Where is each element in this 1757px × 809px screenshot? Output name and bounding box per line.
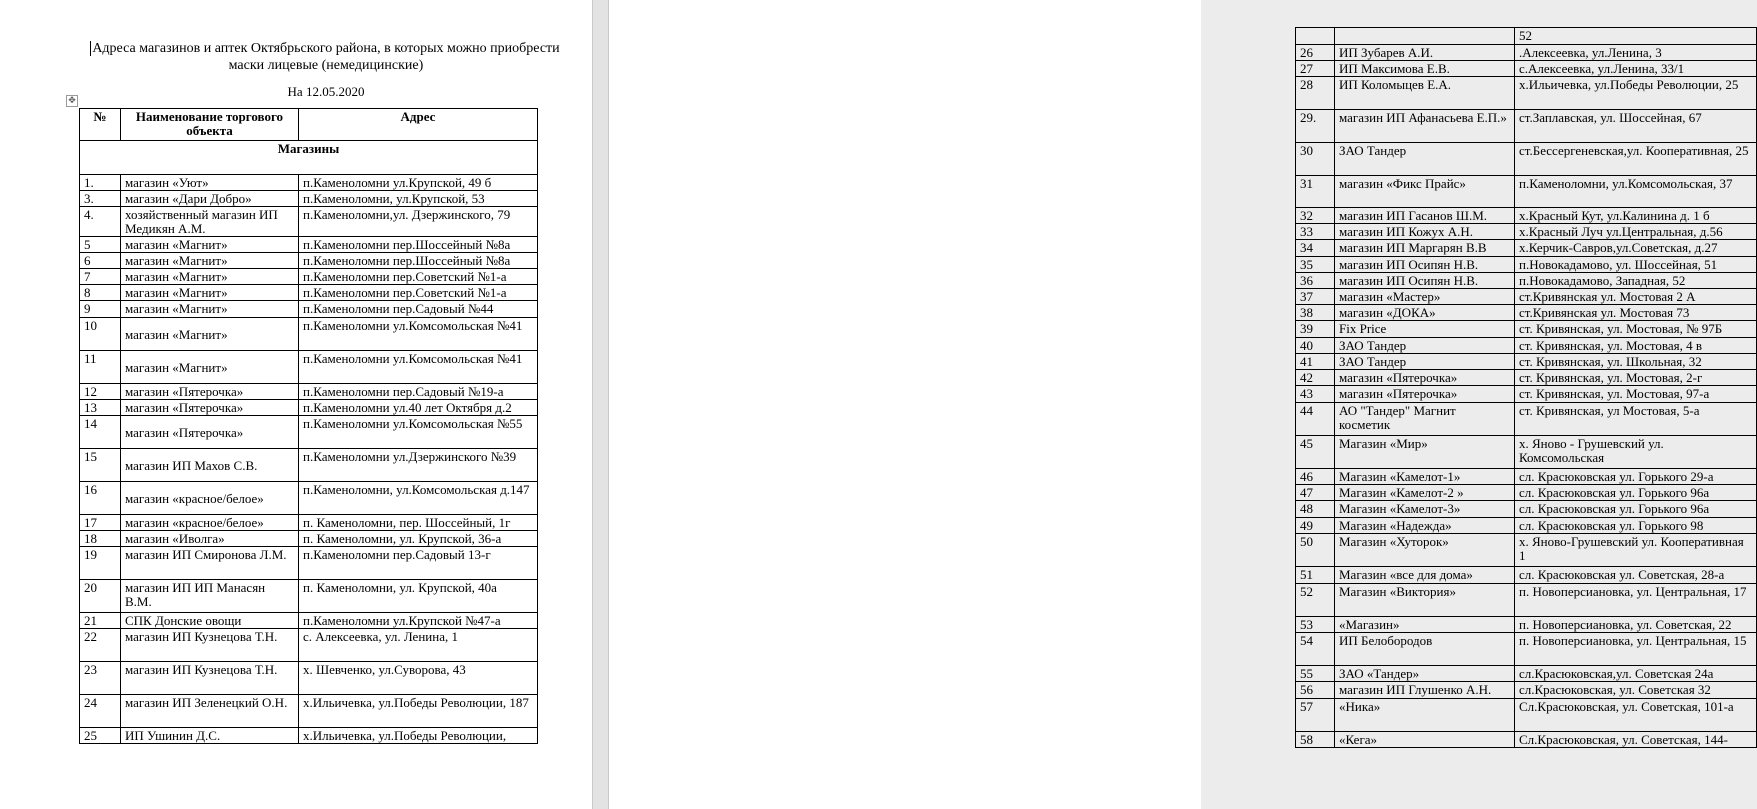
document-date: На 12.05.2020 <box>287 84 365 99</box>
cell-num: 32 <box>1296 208 1335 224</box>
table-row <box>80 237 538 253</box>
table-row <box>1296 61 1757 77</box>
table-move-handle-icon[interactable]: ✥ <box>66 95 78 107</box>
table-row <box>1296 436 1757 469</box>
cell-num: 47 <box>1296 485 1335 501</box>
cell-name: магазин ИП Афанасьева Е.П.» <box>1335 110 1515 143</box>
cell-address: х.Ильичевка, ул.Победы Революции, 25 <box>1515 77 1757 110</box>
table-row <box>80 253 538 269</box>
cell-address: п. Каменоломни, пер. Шоссейный, 1г <box>299 515 538 531</box>
cell-name: Магазин «Камелот-2 » <box>1335 485 1515 501</box>
cell-num: 57 <box>1296 699 1335 732</box>
cell-name: ИП Ушинин Д.С. <box>121 728 299 744</box>
table-row <box>1296 370 1757 386</box>
cell-name: Магазин «Хуторок» <box>1335 534 1515 567</box>
cell-name: магазин «Пятерочка» <box>1335 370 1515 386</box>
cell-num: 55 <box>1296 666 1335 682</box>
cell-name: магазин ИП Осипян Н.В. <box>1335 257 1515 273</box>
cell-name: «Кега» <box>1335 732 1515 748</box>
cell-num: 1. <box>80 175 121 191</box>
table-row <box>1296 305 1757 321</box>
table-row <box>1296 208 1757 224</box>
table-row <box>80 416 538 449</box>
cell-address: ст. Кривянская, ул. Мостовая, 97-а <box>1515 386 1757 403</box>
table-row <box>1296 666 1757 682</box>
table-row <box>1296 338 1757 354</box>
cell-name: магазин «Магнит» <box>121 301 299 318</box>
cell-name: магазин ИП Маргарян В.В <box>1335 240 1515 257</box>
cell-address: п.Каменоломни пер.Советский №1-а <box>299 269 538 285</box>
cell-name: Магазин «Надежда» <box>1335 518 1515 534</box>
cell-num: 25 <box>80 728 121 744</box>
table-row <box>80 351 538 384</box>
cell-name: магазин «Магнит» <box>121 351 299 384</box>
cell-num: 42 <box>1296 370 1335 386</box>
cell-address: х. Яново - Грушевский ул. Комсомольская <box>1515 436 1757 469</box>
cell-num: 17 <box>80 515 121 531</box>
table-row <box>1296 240 1757 257</box>
cell-name: магазин «Магнит» <box>121 318 299 351</box>
cell-name: магазин ИП Кожух А.Н. <box>1335 224 1515 240</box>
table-row <box>80 207 538 237</box>
cell-name: «Магазин» <box>1335 617 1515 633</box>
cell-num: 56 <box>1296 682 1335 699</box>
cell-num: 58 <box>1296 732 1335 748</box>
table-row <box>1296 77 1757 110</box>
stores-table-right <box>1295 27 1757 748</box>
document-title: Адреса магазинов и аптек Октябрьского района, в которых можно приобрести маски лицевые (немедицинские) <box>92 41 560 73</box>
cell-name: Магазин «Мир» <box>1335 436 1515 469</box>
table-row <box>80 531 538 547</box>
cell-name: магазин «Магнит» <box>121 285 299 301</box>
cell-num <box>1296 28 1335 45</box>
table-row <box>1296 143 1757 176</box>
section-row <box>80 141 538 175</box>
cell-num: 51 <box>1296 567 1335 584</box>
table-row <box>1296 699 1757 732</box>
cell-name: магазин «Мастер» <box>1335 289 1515 305</box>
cell-address: сл. Красюковская ул. Горького 98 <box>1515 518 1757 534</box>
table-row <box>1296 28 1757 45</box>
cell-address: п.Новокадамово, Западная, 52 <box>1515 273 1757 289</box>
cell-num: 26 <box>1296 45 1335 61</box>
cell-address: .Алексеевка, ул.Ленина, 3 <box>1515 45 1757 61</box>
cell-num: 53 <box>1296 617 1335 633</box>
cell-name: магазин ИП Гасанов Ш.М. <box>1335 208 1515 224</box>
document-page-right <box>609 0 1749 809</box>
cell-num: 11 <box>80 351 121 384</box>
cell-name: магазин «Магнит» <box>121 253 299 269</box>
cell-num: 7 <box>80 269 121 285</box>
cell-num: 41 <box>1296 354 1335 370</box>
cell-address: п.Каменоломни ул.Крупской, 49 б <box>299 175 538 191</box>
cell-address: п.Каменоломни пер.Шоссейный №8а <box>299 237 538 253</box>
cell-name: магазин «Дари Добро» <box>121 191 299 207</box>
cell-address: ст.Кривянская ул. Мостовая 73 <box>1515 305 1757 321</box>
cell-name: магазин «красное/белое» <box>121 482 299 515</box>
cell-address: п.Каменоломни ул.Крупской №47-а <box>299 613 538 629</box>
cell-name: ИП Коломыцев Е.А. <box>1335 77 1515 110</box>
table-row <box>1296 110 1757 143</box>
cell-address: сл.Красюковская,ул. Советская 24а <box>1515 666 1757 682</box>
cell-name: Магазин «Виктория» <box>1335 584 1515 617</box>
header-name: Наименование торгового объекта <box>121 109 299 141</box>
cell-address: х.Ильичевка, ул.Победы Революции, <box>299 728 538 744</box>
cell-num: 20 <box>80 580 121 613</box>
cell-name: магазин ИП Смиронова Л.М. <box>121 547 299 580</box>
cell-address: п. Новоперсиановка, ул. Советская, 22 <box>1515 617 1757 633</box>
table-row <box>80 301 538 318</box>
cell-num: 43 <box>1296 386 1335 403</box>
table-row <box>1296 386 1757 403</box>
cell-num: 48 <box>1296 501 1335 518</box>
cell-name: магазин «ДОКА» <box>1335 305 1515 321</box>
cell-num: 45 <box>1296 436 1335 469</box>
cell-num: 5 <box>80 237 121 253</box>
cell-name: Магазин «Камелот-3» <box>1335 501 1515 518</box>
cell-num: 28 <box>1296 77 1335 110</box>
cell-address: х. Шевченко, ул.Суворова, 43 <box>299 662 538 695</box>
cell-num: 44 <box>1296 403 1335 436</box>
cell-num: 49 <box>1296 518 1335 534</box>
table-row <box>1296 534 1757 567</box>
cell-address: х. Яново-Грушевский ул. Кооперативная 1 <box>1515 534 1757 567</box>
table-row <box>1296 682 1757 699</box>
cell-num: 23 <box>80 662 121 695</box>
table-row <box>80 191 538 207</box>
cell-num: 54 <box>1296 633 1335 666</box>
cell-name: магазин «Пятерочка» <box>121 416 299 449</box>
cell-num: 8 <box>80 285 121 301</box>
table-header-row <box>80 109 538 141</box>
cell-address: ст. Кривянская, ул. Школьная, 32 <box>1515 354 1757 370</box>
table-row <box>1296 403 1757 436</box>
cell-name: Магазин «Камелот-1» <box>1335 469 1515 485</box>
cell-num: 19 <box>80 547 121 580</box>
table-row <box>80 613 538 629</box>
cell-name: магазин ИП Глушенко А.Н. <box>1335 682 1515 699</box>
cell-address: п. Новоперсиановка, ул. Центральная, 17 <box>1515 584 1757 617</box>
cell-name: ЗАО «Тандер» <box>1335 666 1515 682</box>
page-gutter <box>592 0 609 809</box>
cell-num: 50 <box>1296 534 1335 567</box>
cell-address: Сл.Красюковская, ул. Советская, 101-а <box>1515 699 1757 732</box>
cell-address: сл.Красюковская, ул. Советская 32 <box>1515 682 1757 699</box>
table-row <box>80 384 538 400</box>
cell-num: 9 <box>80 301 121 318</box>
table-row <box>80 269 538 285</box>
cell-num: 39 <box>1296 321 1335 338</box>
cell-address: п.Каменоломни пер.Шоссейный №8а <box>299 253 538 269</box>
cell-address: Сл.Красюковская, ул. Советская, 144- <box>1515 732 1757 748</box>
cell-name: магазин «Фикс Прайс» <box>1335 176 1515 208</box>
cell-num: 34 <box>1296 240 1335 257</box>
table-row <box>1296 321 1757 338</box>
table-row <box>80 318 538 351</box>
cell-num: 29. <box>1296 110 1335 143</box>
cell-num: 37 <box>1296 289 1335 305</box>
cell-num: 31 <box>1296 176 1335 208</box>
cell-address: сл. Красюковская ул. Горького 96а <box>1515 485 1757 501</box>
cell-address: ст. Кривянская, ул. Мостовая, № 97Б <box>1515 321 1757 338</box>
document-page-left <box>0 0 592 809</box>
cell-address: п.Каменоломни ул.Комсомольская №55 <box>299 416 538 449</box>
table-row <box>80 580 538 613</box>
table-row <box>80 482 538 515</box>
cell-num: 35 <box>1296 257 1335 273</box>
cell-num: 27 <box>1296 61 1335 77</box>
cell-address: п.Каменоломни ул.Комсомольская №41 <box>299 351 538 384</box>
table-row <box>1296 224 1757 240</box>
cell-num: 24 <box>80 695 121 728</box>
cell-address: с. Алексеевка, ул. Ленина, 1 <box>299 629 538 662</box>
table-row <box>80 175 538 191</box>
cell-num: 21 <box>80 613 121 629</box>
cell-name: магазин «Пятерочка» <box>121 400 299 416</box>
table-row <box>1296 469 1757 485</box>
cell-address: п.Каменоломни, ул.Комсомольская, 37 <box>1515 176 1757 208</box>
cell-num: 3. <box>80 191 121 207</box>
table-row <box>1296 584 1757 617</box>
cell-address: с.Алексеевка, ул.Ленина, 33/1 <box>1515 61 1757 77</box>
table-row <box>1296 617 1757 633</box>
cell-num: 30 <box>1296 143 1335 176</box>
cell-address: п.Новокадамово, ул. Шоссейная, 51 <box>1515 257 1757 273</box>
cell-address: п.Каменоломни, ул.Комсомольская д.147 <box>299 482 538 515</box>
cell-num: 6 <box>80 253 121 269</box>
cell-name: магазин «Уют» <box>121 175 299 191</box>
cell-num: 18 <box>80 531 121 547</box>
cell-name: СПК Донские овощи <box>121 613 299 629</box>
cell-name: магазин «Магнит» <box>121 237 299 253</box>
stores-table-left <box>79 108 538 744</box>
cell-address: п.Каменоломни пер.Садовый 13-г <box>299 547 538 580</box>
table-row <box>1296 176 1757 208</box>
cell-address: ст. Кривянская, ул. Мостовая, 2-г <box>1515 370 1757 386</box>
cell-name: магазин ИП Кузнецова Т.Н. <box>121 662 299 695</box>
cell-num: 13 <box>80 400 121 416</box>
cell-name: ЗАО Тандер <box>1335 143 1515 176</box>
table-row <box>80 629 538 662</box>
table-row <box>1296 354 1757 370</box>
cell-address: п.Каменоломни пер.Садовый №44 <box>299 301 538 318</box>
table-row <box>1296 289 1757 305</box>
table-row <box>80 449 538 482</box>
cell-num: 10 <box>80 318 121 351</box>
cell-address: х.Ильичевка, ул.Победы Революции, 187 <box>299 695 538 728</box>
cell-address: п.Каменоломни,ул. Дзержинского, 79 <box>299 207 538 237</box>
cell-name: ИП Максимова Е.В. <box>1335 61 1515 77</box>
table-row <box>80 728 538 744</box>
cell-name: хозяйственный магазин ИП Медикян А.М. <box>121 207 299 237</box>
cell-address: х.Красный Луч ул.Центральная, д.56 <box>1515 224 1757 240</box>
cell-num: 40 <box>1296 338 1335 354</box>
cell-name: магазин ИП Осипян Н.В. <box>1335 273 1515 289</box>
cell-name: «Ника» <box>1335 699 1515 732</box>
cell-name: ЗАО Тандер <box>1335 338 1515 354</box>
cell-num: 12 <box>80 384 121 400</box>
cell-num: 52 <box>1296 584 1335 617</box>
cell-address: ст.Бессергеневская,ул. Кооперативная, 25 <box>1515 143 1757 176</box>
cell-name: магазин «красное/белое» <box>121 515 299 531</box>
table-row <box>1296 273 1757 289</box>
table-row <box>1296 518 1757 534</box>
cell-address: 52 <box>1515 28 1757 45</box>
table-row <box>80 515 538 531</box>
cell-name: магазин «Пятерочка» <box>121 384 299 400</box>
cell-name: ИП Белобородов <box>1335 633 1515 666</box>
cell-num: 14 <box>80 416 121 449</box>
cell-address: ст. Кривянская, ул Мостовая, 5-а <box>1515 403 1757 436</box>
cell-address: сл. Красюковская ул. Горького 96а <box>1515 501 1757 518</box>
cell-name: магазин «Магнит» <box>121 269 299 285</box>
cell-address: п. Новоперсиановка, ул. Центральная, 15 <box>1515 633 1757 666</box>
cell-name: магазин ИП ИП Манасян В.М. <box>121 580 299 613</box>
table-row <box>1296 501 1757 518</box>
cell-address: х.Керчик-Савров,ул.Советская, д.27 <box>1515 240 1757 257</box>
cell-num: 38 <box>1296 305 1335 321</box>
cell-name: Магазин «все для дома» <box>1335 567 1515 584</box>
cell-address: п.Каменоломни, ул.Крупской, 53 <box>299 191 538 207</box>
cell-name: магазин ИП Кузнецова Т.Н. <box>121 629 299 662</box>
table-row <box>80 695 538 728</box>
cell-address: ст. Кривянская, ул. Мостовая, 4 в <box>1515 338 1757 354</box>
cell-address: ст.Заплавская, ул. Шоссейная, 67 <box>1515 110 1757 143</box>
table-row <box>80 662 538 695</box>
header-address: Адрес <box>299 109 538 141</box>
table-row <box>1296 257 1757 273</box>
table-row <box>1296 485 1757 501</box>
table-row <box>1296 45 1757 61</box>
cell-address: х.Красный Кут, ул.Калинина д. 1 б <box>1515 208 1757 224</box>
table-row <box>1296 732 1757 748</box>
cell-address: п.Каменоломни пер.Советский №1-а <box>299 285 538 301</box>
header-num: № <box>80 109 121 141</box>
cell-address: сл. Красюковская ул. Горького 29-а <box>1515 469 1757 485</box>
cell-address: п.Каменоломни ул.Комсомольская №41 <box>299 318 538 351</box>
cell-name: магазин ИП Махов С.В. <box>121 449 299 482</box>
cell-num: 22 <box>80 629 121 662</box>
cell-name: АО "Тандер" Магнит косметик <box>1335 403 1515 436</box>
cell-name: Fix Price <box>1335 321 1515 338</box>
cell-name: магазин ИП Зеленецкий О.Н. <box>121 695 299 728</box>
table-row <box>1296 567 1757 584</box>
cell-name: магазин «Иволга» <box>121 531 299 547</box>
cell-num: 46 <box>1296 469 1335 485</box>
cell-name <box>1335 28 1515 45</box>
table-row <box>80 285 538 301</box>
cell-address: п.Каменоломни ул.Дзержинского №39 <box>299 449 538 482</box>
section-title: Магазины <box>80 141 538 175</box>
cell-num: 15 <box>80 449 121 482</box>
table-row <box>80 547 538 580</box>
cell-name: магазин «Пятерочка» <box>1335 386 1515 403</box>
table-row <box>80 400 538 416</box>
cell-address: п.Каменоломни пер.Садовый №19-а <box>299 384 538 400</box>
cell-name: ИП Зубарев А.И. <box>1335 45 1515 61</box>
cell-address: ст.Кривянская ул. Мостовая 2 А <box>1515 289 1757 305</box>
cell-num: 16 <box>80 482 121 515</box>
cell-address: п. Каменоломни, ул. Крупской, 36-а <box>299 531 538 547</box>
cell-address: п.Каменоломни ул.40 лет Октября д.2 <box>299 400 538 416</box>
cell-num: 4. <box>80 207 121 237</box>
cell-address: сл. Красюковская ул. Советская, 28-а <box>1515 567 1757 584</box>
cell-name: ЗАО Тандер <box>1335 354 1515 370</box>
table-row <box>1296 633 1757 666</box>
cell-address: п. Каменоломни, ул. Крупской, 40а <box>299 580 538 613</box>
cell-num: 33 <box>1296 224 1335 240</box>
cell-num: 36 <box>1296 273 1335 289</box>
